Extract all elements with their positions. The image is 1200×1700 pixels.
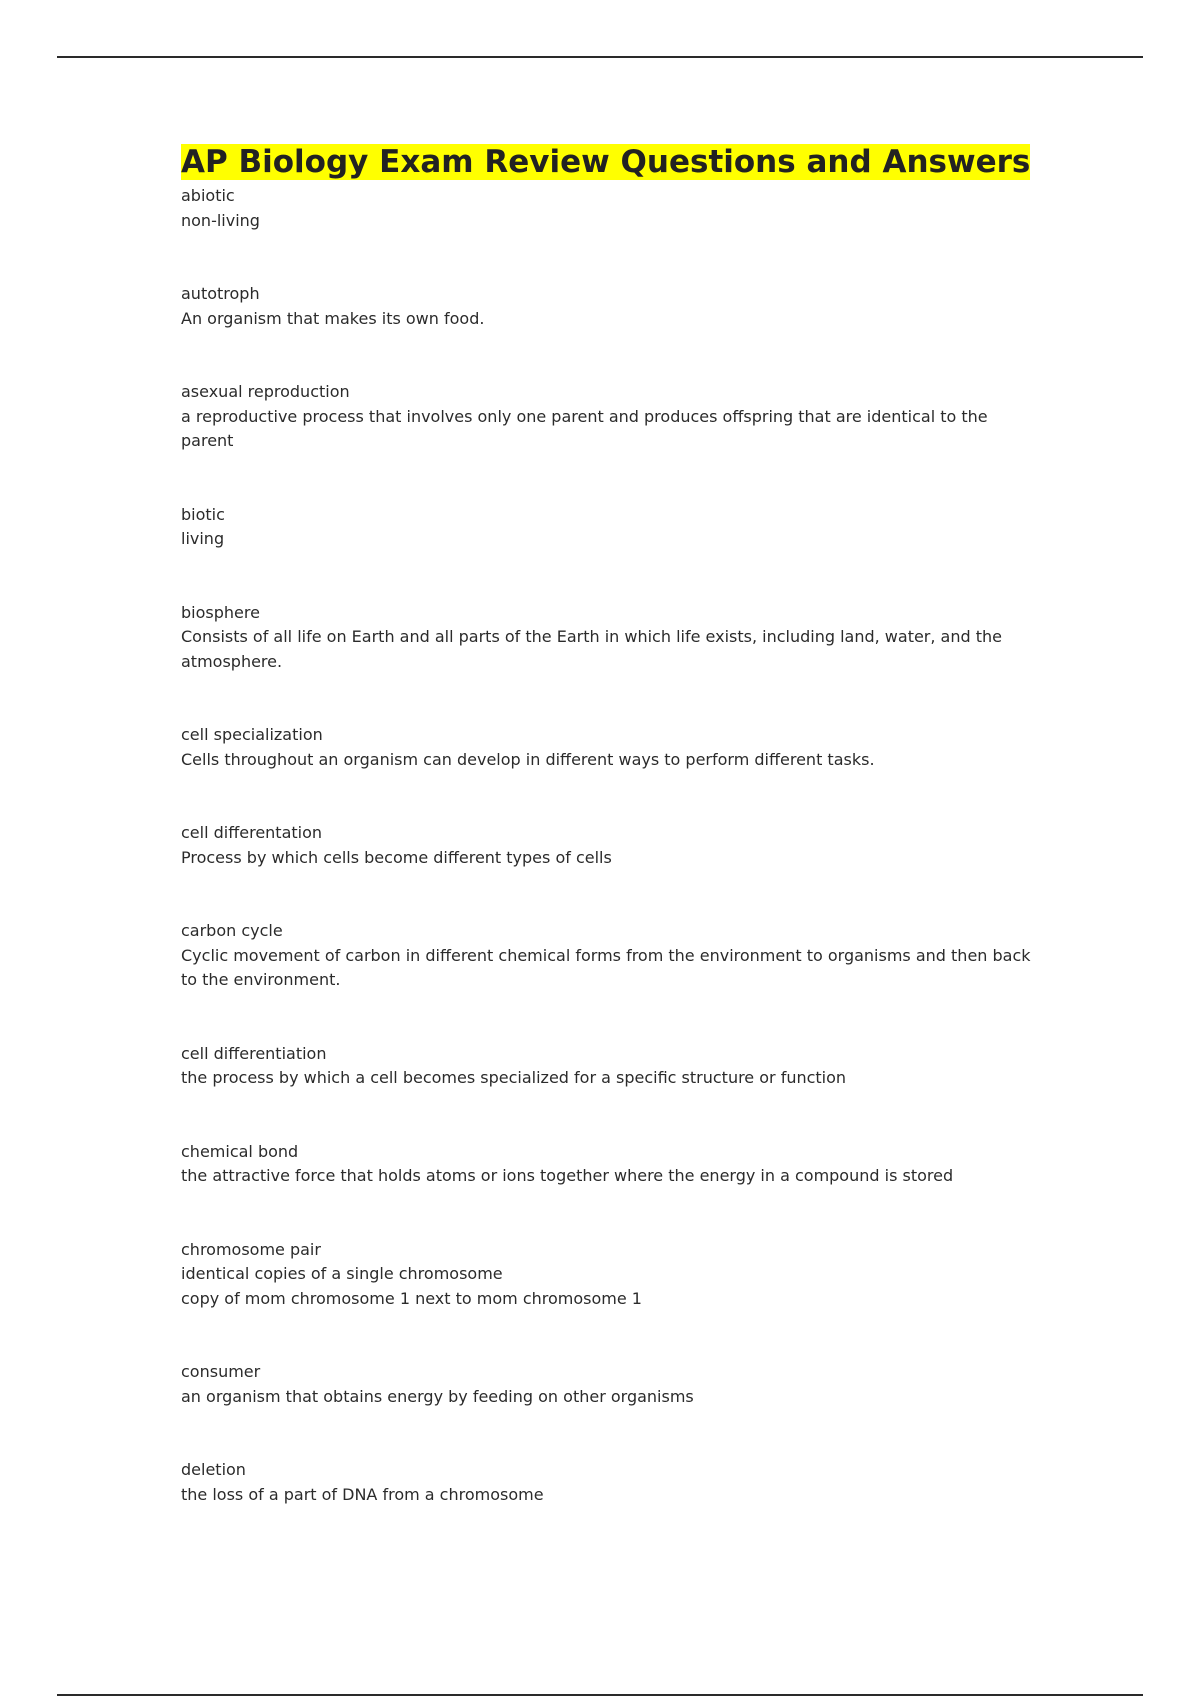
entry-definition: a reproductive process that involves only one parent and produces offspring that are identical to the parent	[181, 406, 988, 450]
entry-definition: Cells throughout an organism can develop in different ways to perform different tasks.	[181, 749, 875, 769]
glossary-entry	[181, 503, 1041, 552]
footer-rule	[57, 1694, 1143, 1696]
entry-definition: An organism that makes its own food.	[181, 308, 485, 328]
entry-definition: the loss of a part of DNA from a chromosome	[181, 1484, 544, 1504]
entry-definition: Process by which cells become different types of cells	[181, 847, 612, 867]
entry-definition: Cyclic movement of carbon in different chemical forms from the environment to organisms and then back to the environment.	[181, 945, 1031, 989]
entry-term: asexual reproduction	[181, 382, 350, 401]
glossary-entry	[181, 184, 1041, 233]
entry-term: biotic	[181, 504, 225, 524]
entry-definition: the process by which a cell becomes specialized for a specific structure or function	[181, 1068, 847, 1087]
entry-term: autotroph	[181, 284, 260, 303]
glossary-entry	[181, 821, 1041, 870]
glossary-entry	[181, 1238, 1041, 1312]
document-body	[181, 143, 1041, 1556]
entry-term: chromosome pair	[181, 1239, 321, 1259]
glossary-entry	[181, 1458, 1041, 1507]
entry-term: cell differentiation	[181, 1043, 327, 1063]
entry-term: carbon cycle	[181, 921, 283, 940]
page-title	[181, 143, 1041, 182]
glossary-entry	[181, 601, 1041, 675]
glossary-entry	[181, 282, 1041, 331]
entry-term: consumer	[181, 1362, 261, 1381]
entry-definition: an organism that obtains energy by feeding on other organisms	[181, 1386, 694, 1406]
entry-term: abiotic	[181, 186, 235, 205]
entry-term: deletion	[181, 1460, 246, 1479]
entry-term: chemical bond	[181, 1141, 299, 1161]
glossary-entry	[181, 1360, 1041, 1409]
glossary-entry	[181, 919, 1041, 993]
glossary-entry	[181, 1042, 1041, 1091]
entry-definition: copy of mom chromosome 1 next to mom chromosome 1	[181, 1288, 642, 1308]
entry-term: biosphere	[181, 602, 260, 622]
entry-definition: non-living	[181, 210, 260, 230]
entry-term: cell differentation	[181, 823, 323, 842]
entry-definition: the attractive force that holds atoms or ions together where the energy in a compound is stored	[181, 1166, 954, 1185]
header-rule	[57, 56, 1143, 58]
glossary-entry	[181, 380, 1041, 454]
entry-term: cell specialization	[181, 725, 323, 744]
glossary-entry	[181, 723, 1041, 772]
page-title-text: AP Biology Exam Review Questions and Answers	[181, 144, 1031, 180]
entry-definition: Consists of all life on Earth and all parts of the Earth in which life exists, including land, water, and the atmosphere.	[181, 627, 1002, 671]
glossary-entry	[181, 1140, 1041, 1189]
entry-definition: identical copies of a single chromosome	[181, 1264, 503, 1283]
entry-definition: living	[181, 529, 225, 548]
